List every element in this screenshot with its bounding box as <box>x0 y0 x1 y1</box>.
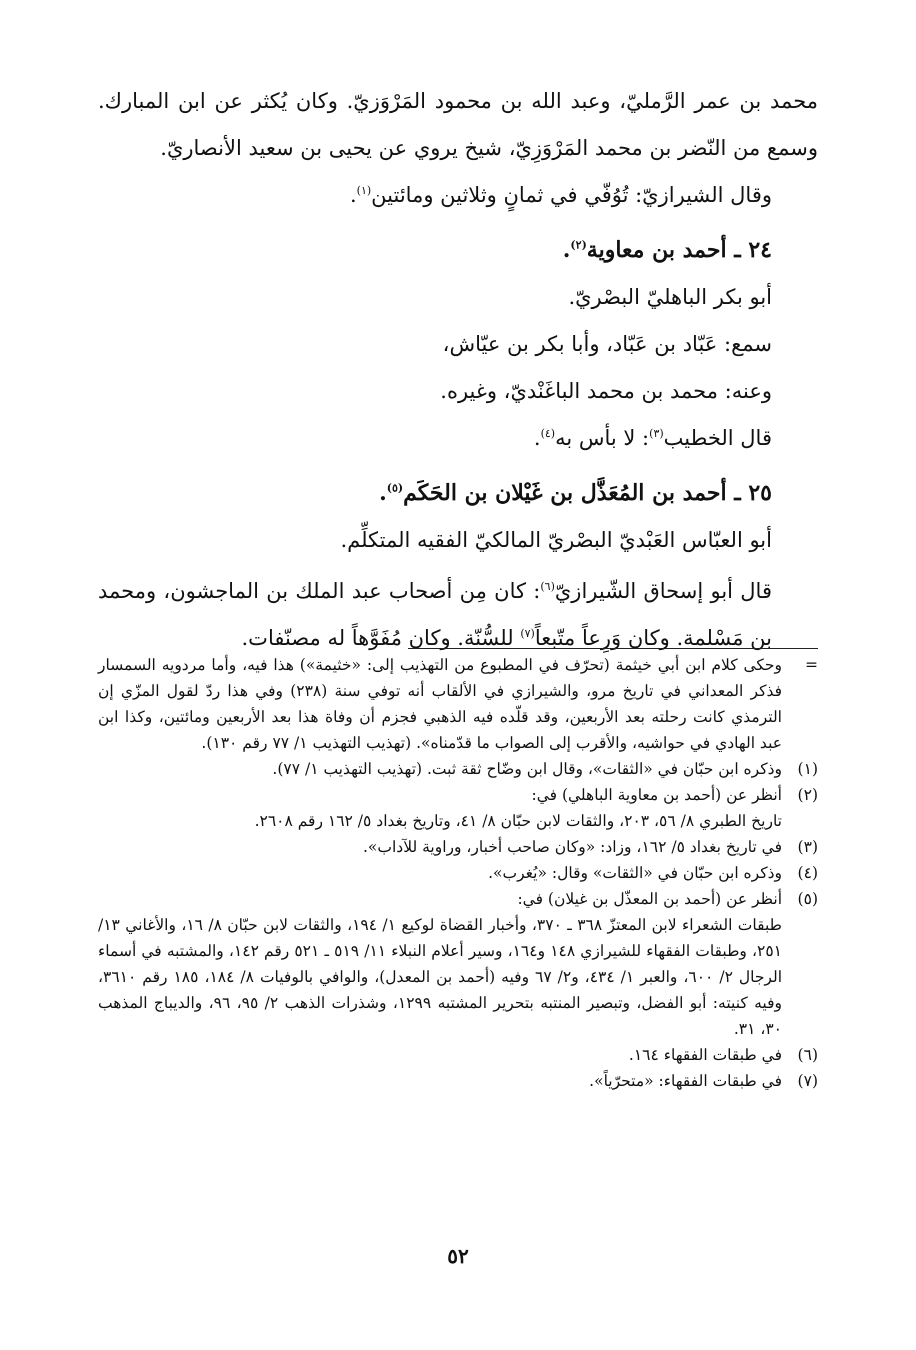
entry-24-teachers: سمع: عَبّاد بن عَبّاد، وأبا بكر بن عيّاش، <box>442 332 772 356</box>
footnote-3: (٣) في تاريخ بغداد ٥/ ١٦٢، وزاد: «وكان صاحب أخبار، وراوية للآداب». <box>362 838 818 856</box>
footnote-ref[interactable]: (٧) <box>520 627 535 640</box>
footnote-ref[interactable]: (٤) <box>540 427 556 440</box>
footnote-ref[interactable]: (٢) <box>570 238 587 252</box>
entry-heading-25: ٢٥ ـ أحمد بن المُعَذَّل بن غَيْلان بن الحَكَم$^{(٥)}$. <box>379 480 772 506</box>
footnote-4: (٤) وذكره ابن حبّان في «الثقات» وقال: «يُغرب». <box>488 864 818 882</box>
footnote-6: (٦) في طبقات الفقهاء ١٦٤. <box>628 1046 818 1064</box>
footnote-7: (٧) في طبقات الفقهاء: «متحرّياً». <box>589 1072 818 1090</box>
footnote-ref[interactable]: (٣) <box>649 427 664 440</box>
footnotes <box>98 652 818 1094</box>
footnote-divider <box>408 648 818 649</box>
entry-24-khatib: قال الخطيب$^{(٣)}$: لا بأس به$^{(٤)}$. <box>533 426 772 450</box>
continuation-marker: = <box>805 656 818 674</box>
footnote-continuation: = وحكى كلام ابن أبي خيثمة (تحرّف في المطبوع من التهذيب إلى: «خثيمة») هذا فيه، وأما مردويه السمسار فذكر المعداني في تاريخ مرو، والشيرازي في الألقاب أنه توفي سنة (٢٣٨) وفي هذا ردّ لقول المزّي إن الترمذي كانت رحلته بعد الأربعين، وقد قلّده فيه الذهبي فجزم أن وفاة هذا بعد الأربعين ومائتين، وكذا ابن عبد الهادي في حواشيه، والأقرب إلى الصواب ما قدّمناه». (تهذيب التهذيب ١/ ٧٧ رقم ١٣٠). <box>98 652 818 756</box>
shirazi-death-note: وقال الشيرازيّ: تُوُفّي في ثمانٍ وثلاثين ومائتين$^{(١)}$. <box>349 183 772 207</box>
footnote-2-sources: تاريخ الطبري ٨/ ٥٦، ٢٠٣، والثقات لابن حبّان ٨/ ٤١، وتاريخ بغداد ٥/ ١٦٢ رقم ٢٦٠٨. <box>254 812 782 830</box>
footnote-ref[interactable]: (٥) <box>386 481 404 495</box>
footnote-ref[interactable]: (٦) <box>540 580 555 593</box>
main-text <box>98 78 818 662</box>
entry-25-kunya: أبو العبّاس العَبْديّ البصْريّ المالكيّ الفقيه المتكلِّم. <box>340 528 772 552</box>
footnote-5-sources: طبقات الشعراء لابن المعتزّ ٣٦٨ ـ ٣٧٠، وأخبار القضاة لوكيع ١/ ١٩٤، والثقات لابن حبّان ٨/ ١٦، والأغاني ١٣/ ٢٥١، وطبقات الفقهاء للشيرازي ١٤٨ و١٦٤، وسير أعلام النبلاء ١١/ ٥١٩ ـ ٥٢١ رقم ١٤٢، والمشتبه في أسماء الرجال ٢/ ٦٠٠، والعبر ١/ ٤٣٤، و٢/ ٦٧ وفيه (أحمد بن المعدل)، والوافي بالوفيات ٨/ ١٨٤، ١٨٥ رقم ٣٦١٠، وفيه كنيته: أبو الفضل، وتبصير المنتبه بتحرير المشتبه ١٢٩٩، وشذرات الذهب ٢/ ٩٥، ٩٦، والديباج المذهب ٣٠، ٣١. <box>98 916 783 1038</box>
entry-heading-24: ٢٤ ـ أحمد بن معاوية$^{(٢)}$. <box>562 237 772 263</box>
paragraph-continued: محمد بن عمر الرَّمليّ، وعبد الله بن محمود المَرْوَزيّ. وكان يُكثر عن ابن المبارك. وسمع من النّضر بن محمد المَرْوَزِيّ، شيخ يروي عن يحيى بن سعيد الأنصاريّ. <box>98 89 818 160</box>
entry-24-students: وعنه: محمد بن محمد الباغَنْديّ، وغيره. <box>440 379 772 403</box>
entry-24-kunya: أبو بكر الباهليّ البصْريّ. <box>568 285 772 309</box>
footnote-1: (١) وذكره ابن حبّان في «الثقات»، وقال ابن وضّاح ثقة ثبت. (تهذيب التهذيب ١/ ٧٧). <box>272 760 818 778</box>
entry-25-shirazi: قال أبو إسحاق الشّيرازيّ$^{(٦)}$: كان مِن أصحاب عبد الملك بن الماجشون، ومحمد بن مَسْلمة. وكان وَرِعاً متّبعاً$^{(٧)}$ للسُّنّة. وكان مُفَوَّهاً له مصنّفات. <box>98 579 772 650</box>
footnote-5: (٥) أنظر عن (أحمد بن المعذّل بن غيلان) في: <box>517 890 818 908</box>
page-number: ٥٢ <box>447 1244 469 1268</box>
footnote-ref[interactable]: (١) <box>356 184 372 197</box>
footnote-2: (٢) أنظر عن (أحمد بن معاوية الباهلي) في: <box>531 786 818 804</box>
